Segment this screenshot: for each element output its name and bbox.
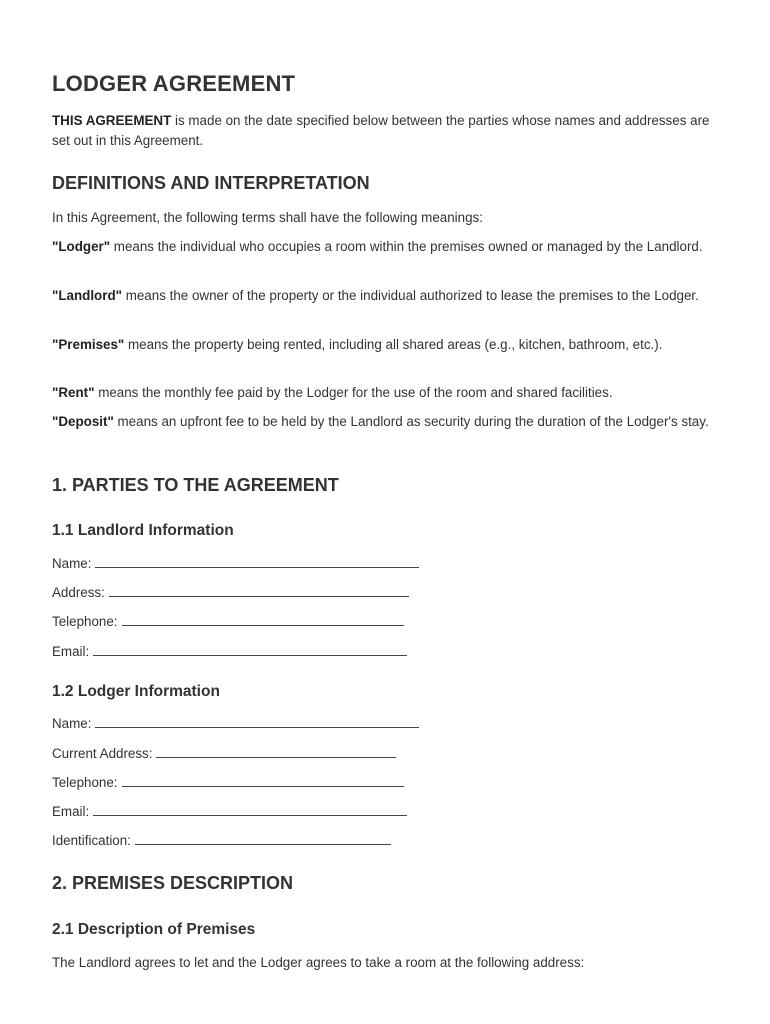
definition-deposit xyxy=(52,412,720,432)
lodger-identification-field xyxy=(52,830,391,851)
definition-premises xyxy=(52,335,720,355)
intro-bold-lead: THIS AGREEMENT xyxy=(52,113,172,128)
field-label: Email: xyxy=(52,644,90,659)
fill-in-line[interactable] xyxy=(95,713,419,728)
definition-text: means the individual who occupies a room within the premises owned or managed by the Landlord. xyxy=(110,239,703,254)
definition-text: means the monthly fee paid by the Lodger for the use of the room and shared facilities. xyxy=(94,385,613,400)
definition-rent xyxy=(52,383,720,403)
definition-term: "Deposit" xyxy=(52,414,114,429)
premises-description-heading: 2.1 Description of Premises xyxy=(52,921,256,938)
field-label: Telephone: xyxy=(52,775,118,790)
definition-term: "Landlord" xyxy=(52,288,122,303)
premises-description-text: The Landlord agrees to let and the Lodger agrees to take a room at the following address: xyxy=(52,955,585,970)
definition-landlord xyxy=(52,286,720,306)
fill-in-line[interactable] xyxy=(95,553,419,568)
field-label: Identification: xyxy=(52,833,131,848)
landlord-address-field xyxy=(52,582,409,603)
definition-term: "Rent" xyxy=(52,385,95,400)
lodger-telephone-field xyxy=(52,772,404,793)
landlord-name-field xyxy=(52,553,419,574)
intro-paragraph xyxy=(52,111,720,151)
fill-in-line[interactable] xyxy=(156,743,396,758)
definition-text: means an upfront fee to be held by the Landlord as security during the duration of the Lodger's stay. xyxy=(113,414,709,429)
lodger-address-field xyxy=(52,743,396,764)
definition-text: means the owner of the property or the individual authorized to lease the premises to the Lodger. xyxy=(121,288,699,303)
fill-in-line[interactable] xyxy=(122,772,404,787)
fill-in-line[interactable] xyxy=(122,611,404,626)
fill-in-line[interactable] xyxy=(135,830,391,845)
landlord-telephone-field xyxy=(52,611,404,632)
definition-lodger xyxy=(52,237,720,257)
field-label: Name: xyxy=(52,716,92,731)
definitions-lead: In this Agreement, the following terms shall have the following meanings: xyxy=(52,210,483,225)
fill-in-line[interactable] xyxy=(93,801,407,816)
landlord-email-field xyxy=(52,641,407,662)
definition-term: "Premises" xyxy=(52,337,125,352)
section-1-heading: 1. PARTIES TO THE AGREEMENT xyxy=(52,475,339,495)
fill-in-line[interactable] xyxy=(109,582,409,597)
field-label: Telephone: xyxy=(52,614,118,629)
definitions-heading: DEFINITIONS AND INTERPRETATION xyxy=(52,173,370,193)
lodger-email-field xyxy=(52,801,407,822)
definition-text: means the property being rented, including all shared areas (e.g., kitchen, bathroom, etc.). xyxy=(124,337,663,352)
field-label: Current Address: xyxy=(52,746,153,761)
field-label: Email: xyxy=(52,804,90,819)
landlord-info-heading: 1.1 Landlord Information xyxy=(52,522,234,539)
field-label: Address: xyxy=(52,585,105,600)
fill-in-line[interactable] xyxy=(93,641,407,656)
section-2-heading: 2. PREMISES DESCRIPTION xyxy=(52,873,294,893)
lodger-name-field xyxy=(52,713,419,734)
lodger-info-heading: 1.2 Lodger Information xyxy=(52,683,220,700)
definition-term: "Lodger" xyxy=(52,239,111,254)
intro-text: is made on the date specified below between the parties whose names and addresses are set out in this Agreement. xyxy=(52,113,710,148)
field-label: Name: xyxy=(52,556,92,571)
document-title: LODGER AGREEMENT xyxy=(52,71,296,96)
